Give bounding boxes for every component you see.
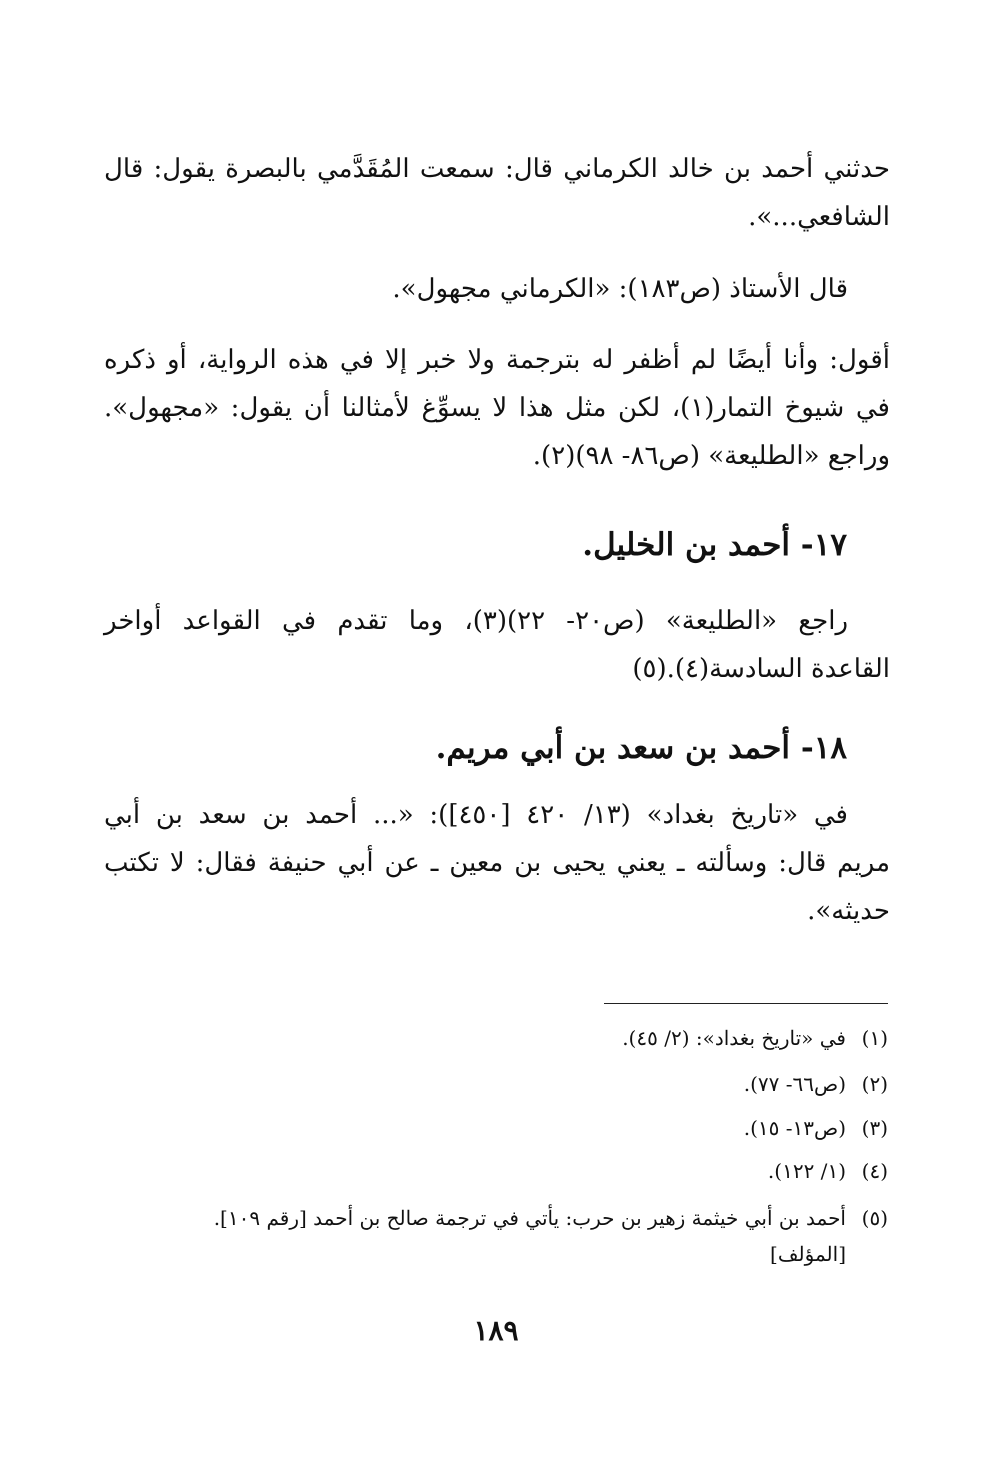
footnote-number: (٣) xyxy=(861,1116,888,1140)
footnote-5 xyxy=(102,1200,888,1272)
footnote-text: (١/ ١٢٢). xyxy=(767,1159,846,1183)
text-line: حديثه». xyxy=(807,896,890,926)
footnote-number: (٢) xyxy=(861,1072,888,1096)
footnote-number: (١) xyxy=(861,1026,888,1050)
text-line: القاعدة السادسة(٤).(٥) xyxy=(632,654,890,684)
footnote-3 xyxy=(102,1110,888,1146)
paragraph-entry-18 xyxy=(104,791,890,935)
entry-heading-18: ١٨- أحمد بن سعد بن أبي مريم. xyxy=(435,730,847,766)
footnote-text: (ص٦٦- ٧٧). xyxy=(743,1072,846,1096)
footnote-number: (٥) xyxy=(861,1206,888,1230)
footnote-1 xyxy=(102,1020,888,1056)
text-line: الشافعي...». xyxy=(748,202,890,232)
page-number: ١٨٩ xyxy=(473,1314,519,1347)
text-line: في شيوخ التمار(١)، لكن مثل هذا لا يسوِّغ لأمثالنا أن يقول: «مجهول». xyxy=(104,393,890,423)
paragraph-kermani-chain xyxy=(104,145,890,241)
paragraph-entry-17 xyxy=(104,597,890,693)
footnote-2 xyxy=(102,1066,888,1102)
footnote-separator xyxy=(604,1003,888,1004)
text-line: راجع «الطليعة» (ص٢٠- ٢٢)(٣)، وما تقدم في القواعد أواخر xyxy=(104,606,848,636)
text-line: في «تاريخ بغداد» (١٣/ ٤٢٠ [٤٥٠]): «... أحمد بن سعد بن أبي xyxy=(104,800,848,830)
text-line: وراجع «الطليعة» (ص٨٦- ٩٨)(٢). xyxy=(532,441,890,471)
paragraph-author-reply xyxy=(104,336,890,480)
text-line: مريم قال: وسألته ـ يعني يحيى بن معين ـ عن أبي حنيفة فقال: لا تكتب xyxy=(104,848,890,878)
footnote-text: (ص١٣- ١٥). xyxy=(743,1116,846,1140)
footnote-continuation: [المؤلف] xyxy=(770,1242,846,1266)
text-line: حدثني أحمد بن خالد الكرماني قال: سمعت المُقَدَّمي بالبصرة يقول: قال xyxy=(104,154,890,184)
entry-heading-17: ١٧- أحمد بن الخليل. xyxy=(582,527,847,563)
footnote-number: (٤) xyxy=(861,1159,888,1183)
text-line: أقول: وأنا أيضًا لم أظفر له بترجمة ولا خبر إلا في هذه الرواية، أو ذكره xyxy=(104,345,890,375)
footnote-text: أحمد بن أبي خيثمة زهير بن حرب: يأتي في ترجمة صالح بن أحمد [رقم ١٠٩]. xyxy=(213,1206,846,1230)
footnote-text: في «تاريخ بغداد»: (٢/ ٤٥). xyxy=(622,1026,846,1050)
text-line: قال الأستاذ (ص١٨٣): «الكرماني مجهول». xyxy=(392,274,848,304)
footnote-4 xyxy=(102,1153,888,1189)
paragraph-ustadh-quote xyxy=(104,265,890,313)
